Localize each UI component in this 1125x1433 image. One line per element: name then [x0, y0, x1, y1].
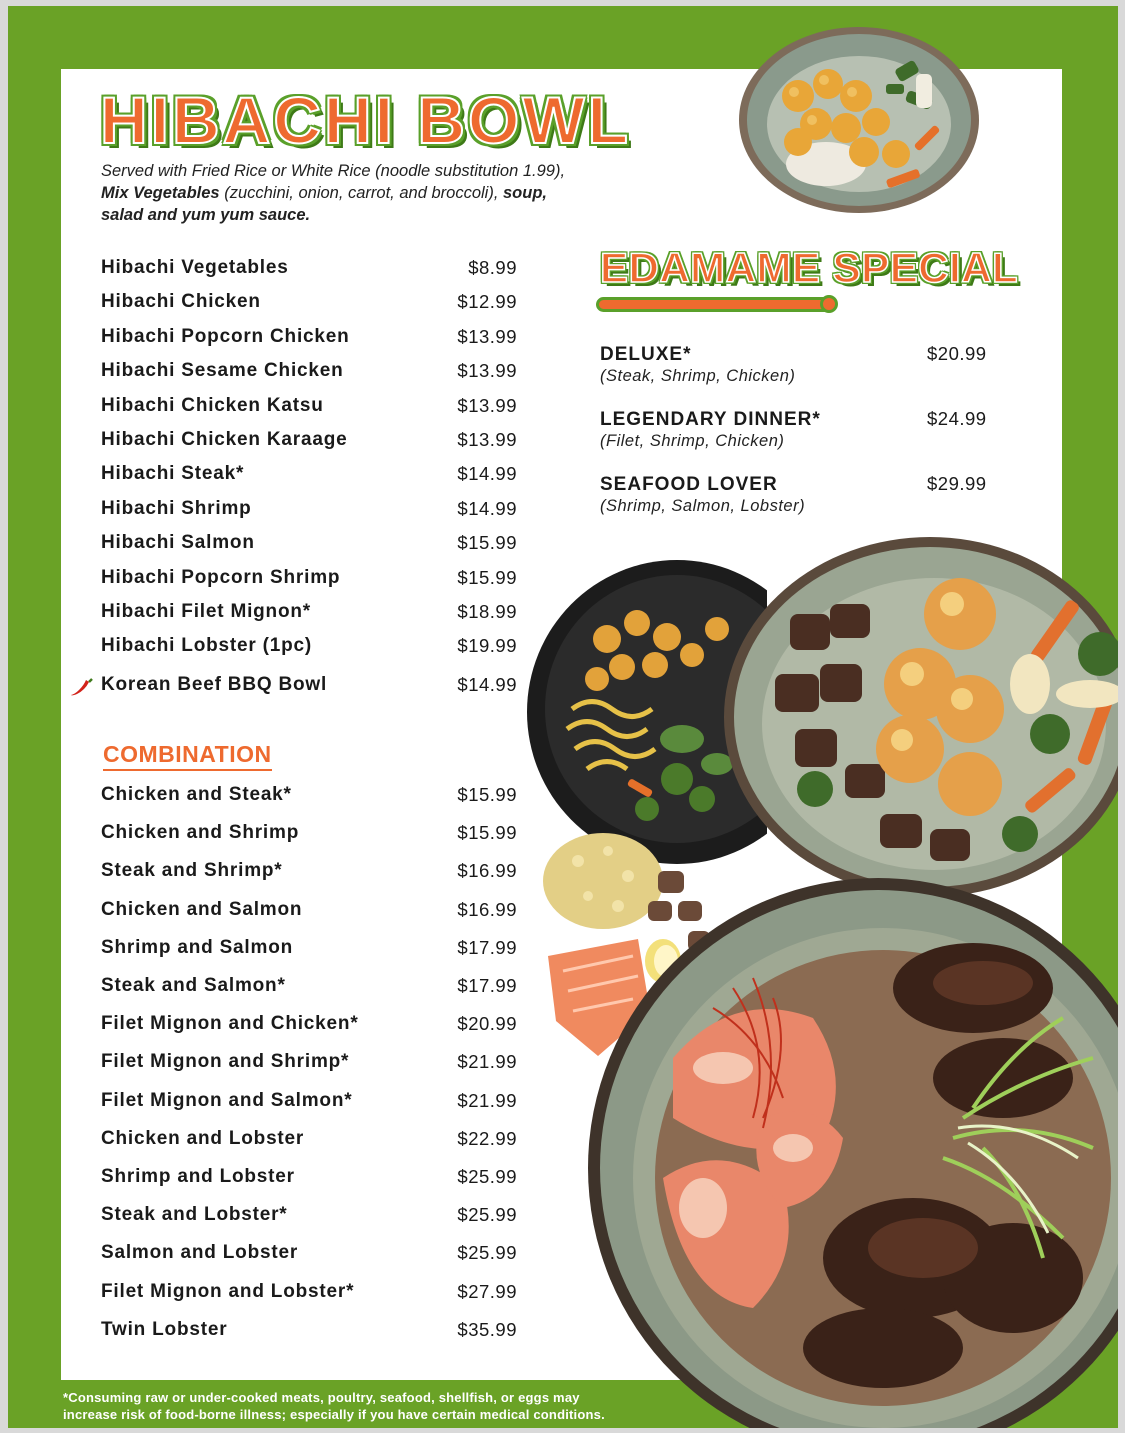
disclaimer-line-1: *Consuming raw or under-cooked meats, poultry, seafood, shellfish, or eggs may	[63, 1390, 580, 1405]
item-name: Hibachi Shrimp	[101, 497, 252, 519]
korean-beef-bbq-bowl-photo	[583, 878, 1118, 1428]
special-description: (Shrimp, Salmon, Lobster)	[600, 497, 806, 515]
item-price: $19.99	[457, 635, 517, 657]
special-price: $20.99	[927, 343, 987, 364]
special-name: SEAFOOD LOVER	[600, 474, 778, 495]
item-price: $13.99	[457, 325, 517, 347]
item-price: $27.99	[457, 1280, 517, 1302]
combination-heading: COMBINATION	[103, 741, 272, 771]
item-name: Chicken and Salmon	[101, 898, 303, 920]
item-price: $14.99	[457, 674, 517, 695]
special-description: (Filet, Shrimp, Chicken)	[600, 432, 785, 450]
item-price: $22.99	[457, 1127, 517, 1149]
combination-item-row	[101, 1013, 517, 1043]
item-name: Hibachi Popcorn Chicken	[101, 325, 350, 347]
hibachi-item-row	[101, 498, 517, 528]
item-name: Hibachi Popcorn Shrimp	[101, 566, 341, 588]
item-price: $25.99	[457, 1204, 517, 1226]
special-name: LEGENDARY DINNER*	[600, 409, 821, 430]
item-price: $20.99	[457, 1013, 517, 1035]
hibachi-item-row	[101, 635, 517, 665]
hibachi-item-row	[101, 395, 517, 425]
combination-item-row	[101, 1281, 517, 1311]
item-name: Shrimp and Lobster	[101, 1166, 295, 1187]
hibachi-item-row	[101, 429, 517, 459]
item-price: $15.99	[457, 784, 517, 805]
item-name: Steak and Lobster*	[101, 1204, 288, 1226]
combination-item-row	[101, 1204, 517, 1234]
menu-page	[8, 6, 1118, 1428]
item-name: Filet Mignon and Shrimp*	[101, 1051, 350, 1073]
special-description: (Steak, Shrimp, Chicken)	[600, 367, 796, 385]
combination-item-row	[101, 975, 517, 1005]
item-name: Hibachi Vegetables	[101, 257, 289, 278]
item-price: $16.99	[457, 860, 517, 882]
disclaimer-line-2: increase risk of food-borne illness; especially if you have certain medical conditions.	[63, 1407, 605, 1422]
page-title: HIBACHI BOWL	[100, 83, 631, 157]
item-price: $12.99	[457, 291, 517, 313]
chili-pepper-icon	[70, 676, 96, 698]
combination-item-row	[101, 1166, 517, 1196]
item-name: Chicken and Lobster	[101, 1127, 305, 1149]
combination-item-row	[101, 860, 517, 890]
hibachi-item-row	[101, 674, 517, 704]
hibachi-item-row	[101, 326, 517, 356]
item-price: $35.99	[457, 1318, 517, 1340]
edamame-special-heading: EDAMAME SPECIAL	[600, 244, 1019, 291]
combination-item-row	[101, 937, 517, 967]
hibachi-item-row	[101, 360, 517, 390]
item-name: Hibachi Filet Mignon*	[101, 601, 311, 622]
heading-underline-bar	[596, 297, 834, 312]
special-price: $24.99	[927, 408, 987, 429]
item-price: $8.99	[468, 257, 517, 278]
item-name: Hibachi Lobster (1pc)	[101, 635, 313, 657]
item-price: $15.99	[457, 566, 517, 588]
item-price: $17.99	[457, 975, 517, 996]
combination-item-row	[101, 1051, 517, 1081]
item-price: $13.99	[457, 429, 517, 450]
intro-text	[101, 160, 661, 226]
hibachi-item-row	[101, 601, 517, 631]
item-name: Filet Mignon and Salmon*	[101, 1089, 353, 1111]
steak-shrimp-bowl-photo	[720, 534, 1118, 900]
combination-item-row	[101, 784, 517, 814]
intro-soup-label: soup,	[503, 184, 547, 202]
combination-item-row	[101, 1242, 517, 1272]
item-price: $25.99	[457, 1242, 517, 1264]
item-name: Hibachi Sesame Chicken	[101, 360, 344, 382]
intro-salad-label: salad and yum yum sauce.	[101, 206, 311, 224]
combination-item-row	[101, 1090, 517, 1120]
item-name: Chicken and Shrimp	[101, 822, 300, 844]
item-name: Filet Mignon and Lobster*	[101, 1280, 355, 1302]
intro-vegetables-label: Mix Vegetables	[101, 184, 220, 202]
shrimp-bowl-photo	[736, 24, 982, 216]
item-name: Salmon and Lobster	[101, 1242, 299, 1264]
hibachi-item-row	[101, 567, 517, 597]
item-name: Hibachi Chicken Karaage	[101, 429, 348, 450]
special-price: $29.99	[927, 473, 987, 494]
health-disclaimer	[63, 1389, 703, 1423]
combination-item-row	[101, 822, 517, 852]
item-price: $15.99	[457, 822, 517, 844]
item-price: $16.99	[457, 898, 517, 920]
item-name: Hibachi Chicken Katsu	[101, 394, 324, 416]
item-price: $18.99	[457, 601, 517, 622]
item-name: Hibachi Chicken	[101, 291, 261, 313]
item-price: $25.99	[457, 1166, 517, 1187]
item-price: $21.99	[457, 1089, 517, 1111]
combination-item-row	[101, 1128, 517, 1158]
item-name: Chicken and Steak*	[101, 784, 292, 805]
item-name: Hibachi Steak*	[101, 463, 245, 485]
item-price: $13.99	[457, 394, 517, 416]
hibachi-item-row	[101, 257, 517, 287]
hibachi-item-row	[101, 463, 517, 493]
hibachi-item-row	[101, 291, 517, 321]
heading-underline-dot	[820, 295, 838, 313]
item-name: Steak and Salmon*	[101, 975, 286, 996]
combination-item-row	[101, 1319, 517, 1349]
item-name: Hibachi Salmon	[101, 532, 255, 554]
item-price: $21.99	[457, 1051, 517, 1073]
item-price: $13.99	[457, 360, 517, 382]
item-name: Filet Mignon and Chicken*	[101, 1013, 359, 1035]
combination-item-row	[101, 899, 517, 929]
item-price: $15.99	[457, 532, 517, 554]
intro-noodle-note: (noodle substitution 1.99),	[370, 162, 566, 180]
item-name: Twin Lobster	[101, 1318, 228, 1340]
item-price: $14.99	[457, 497, 517, 519]
item-name: Steak and Shrimp*	[101, 860, 283, 882]
intro-rice-text: Served with Fried Rice or White Rice	[101, 162, 371, 180]
intro-vegetables-list: (zucchini, onion, carrot, and broccoli),	[219, 184, 503, 202]
item-name: Shrimp and Salmon	[101, 936, 294, 958]
special-name: DELUXE*	[600, 344, 692, 365]
item-name: Korean Beef BBQ Bowl	[101, 674, 328, 695]
item-price: $17.99	[457, 936, 517, 958]
item-price: $14.99	[457, 463, 517, 485]
hibachi-item-row	[101, 532, 517, 562]
